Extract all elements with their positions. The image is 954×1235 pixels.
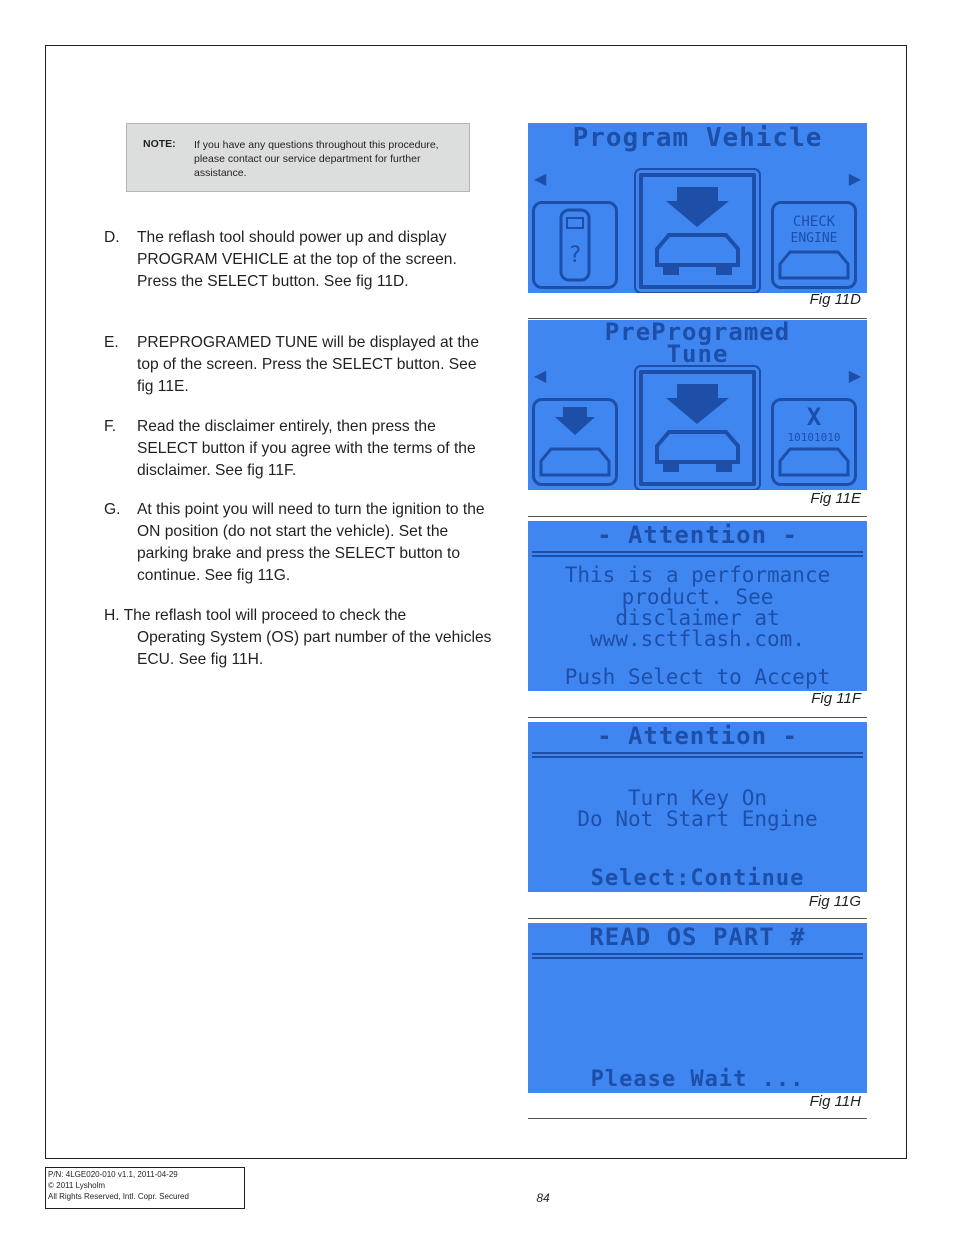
- fig-11h-caption: Fig 11H: [809, 1093, 861, 1110]
- note-text: If you have any questions throughout this procedure, please contact our service department for further assistance.: [194, 139, 439, 179]
- step-text: Read the disclaimer entirely, then press the SELECT button if you agree with the terms of the disclaimer. See fig 11F.: [137, 418, 476, 479]
- instruction-line: Turn Key On: [627, 786, 768, 810]
- program-car-icon: [639, 173, 756, 289]
- divider: [528, 717, 867, 718]
- step-f: [104, 416, 494, 482]
- step-letter: E.: [104, 334, 119, 351]
- step-d: [104, 227, 494, 293]
- left-arrow-icon: ◀: [534, 368, 547, 385]
- screen-title: - Attention -: [597, 722, 798, 750]
- step-h: [104, 605, 494, 671]
- right-arrow-icon: ▶: [848, 368, 861, 385]
- screen-title: PreProgramed: [604, 320, 791, 346]
- part-number: P/N: 4LGE020-010 v1.1, 2011-04-29: [48, 1170, 178, 1179]
- document-footer: [45, 1167, 245, 1209]
- screen-title: Program Vehicle: [572, 123, 823, 153]
- left-arrow-icon: ◀: [534, 171, 547, 188]
- screen-title: - Attention -: [597, 521, 798, 549]
- screen-footer: Push Select to Accept: [564, 665, 831, 689]
- svg-text:X: X: [806, 403, 822, 431]
- note-box: [126, 123, 470, 192]
- disclaimer-line: disclaimer at: [615, 606, 780, 630]
- step-e: [104, 332, 494, 398]
- divider: [528, 918, 867, 919]
- step-h-first-line: H. The reflash tool will proceed to check the: [104, 607, 407, 624]
- fig-11e-screen: [528, 320, 867, 490]
- divider: [528, 516, 867, 517]
- step-h-rest: Operating System (OS) part number of the vehicles ECU. See fig 11H.: [137, 629, 492, 668]
- disclaimer-line: www.sctflash.com.: [590, 627, 805, 651]
- fig-11g-screen: [528, 722, 867, 892]
- svg-text:?: ?: [568, 243, 582, 268]
- step-text: PREPROGRAMED TUNE will be displayed at the top of the screen. Press the SELECT button. See fig 11E.: [137, 334, 480, 395]
- divider: [532, 953, 863, 959]
- instruction-line: Do Not Start Engine: [577, 807, 818, 831]
- fig-11d-caption: Fig 11D: [809, 291, 861, 308]
- binary-car-icon: [771, 398, 857, 486]
- step-text: At this point you will need to turn the ignition to the ON position (do not start the vehicle). Set the parking brake and press the SELECT button to continue. See fig 11G.: [137, 501, 485, 584]
- check-engine-icon: [771, 201, 857, 289]
- step-letter: F.: [104, 418, 117, 435]
- screen-footer: Select:Continue: [590, 866, 805, 891]
- svg-text:10101010: 10101010: [787, 431, 841, 444]
- right-arrow-icon: ▶: [848, 171, 861, 188]
- divider: [532, 752, 863, 758]
- step-g: [104, 499, 494, 587]
- divider: [528, 318, 867, 319]
- divider: [528, 1118, 867, 1119]
- fig-11g-caption: Fig 11G: [808, 893, 861, 910]
- fig-11f-caption: Fig 11F: [811, 690, 861, 707]
- screen-footer: Please Wait ...: [590, 1067, 805, 1092]
- copyright: © 2011 Lysholm: [48, 1181, 106, 1190]
- fig-11f-screen: [528, 521, 867, 691]
- program-car-icon: [639, 370, 756, 486]
- divider: [532, 551, 863, 557]
- download-car-icon: [532, 398, 618, 486]
- fig-11h-screen: [528, 923, 867, 1093]
- step-letter: G.: [104, 501, 121, 518]
- rights-notice: All Rights Reserved, Intl. Copr. Secured: [48, 1192, 189, 1201]
- svg-text:ENGINE: ENGINE: [790, 231, 838, 246]
- note-label: NOTE:: [143, 138, 176, 150]
- fig-11d-screen: [528, 123, 867, 293]
- fig-11e-caption: Fig 11E: [810, 490, 861, 507]
- disclaimer-line: This is a performance: [564, 563, 831, 587]
- disclaimer-line: product. See: [621, 585, 774, 609]
- screen-title: READ OS PART #: [589, 923, 806, 951]
- step-text: The reflash tool should power up and display PROGRAM VEHICLE at the top of the screen. Press the SELECT button. See fig 11D.: [137, 229, 457, 290]
- screen-title-line2: Tune: [666, 340, 729, 368]
- svg-text:CHECK: CHECK: [792, 214, 836, 230]
- help-icon: [532, 201, 618, 289]
- step-letter: D.: [104, 229, 120, 246]
- page-number: 84: [536, 1191, 550, 1205]
